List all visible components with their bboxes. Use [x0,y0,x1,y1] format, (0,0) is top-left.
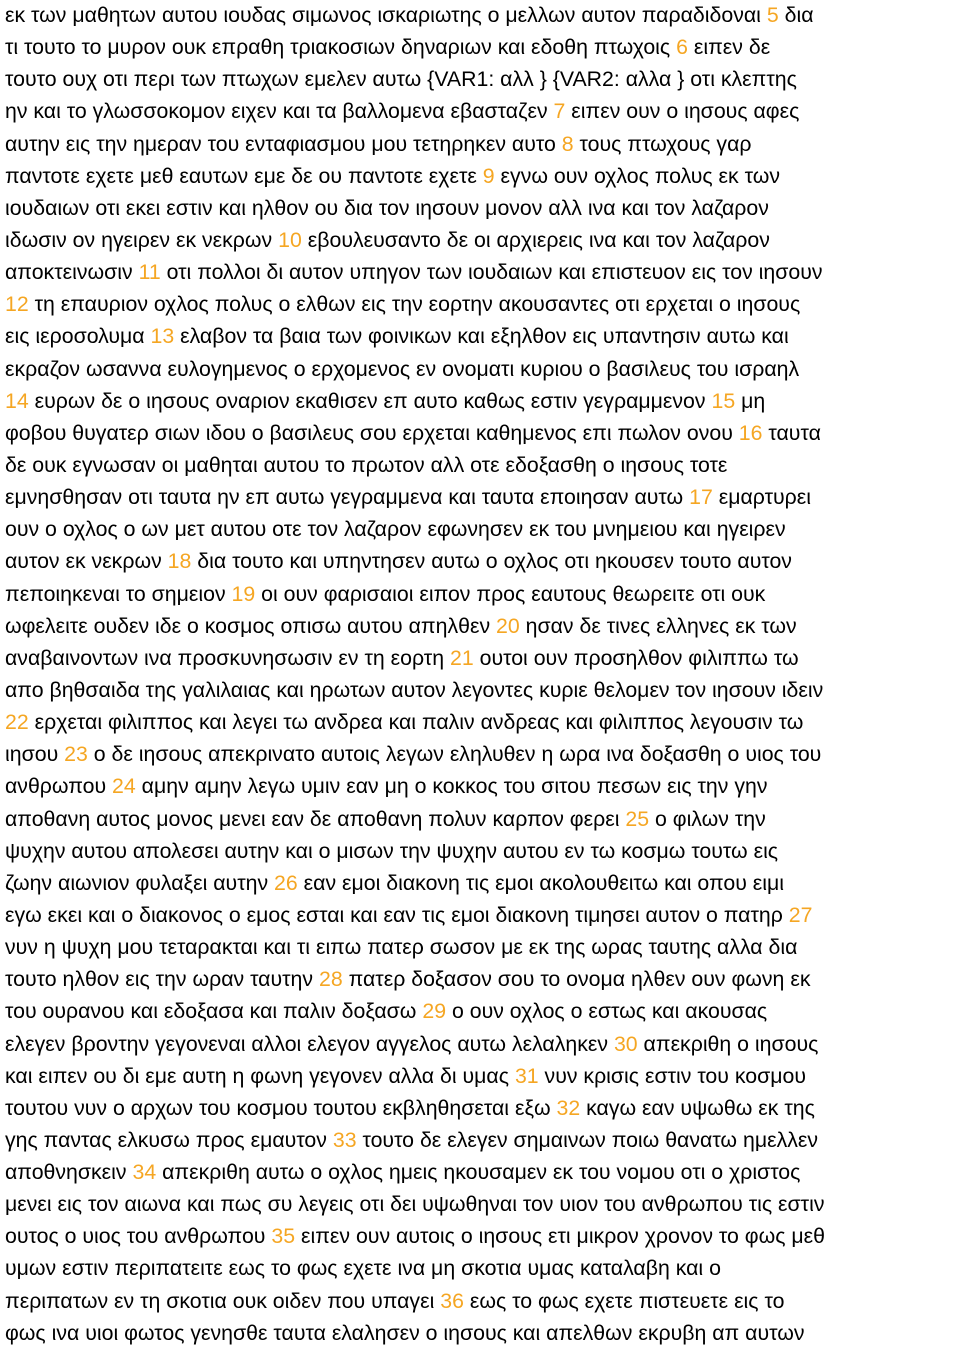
verse-text: εβουλευσαντο δε οι αρχιερεις ινα και τον λαζαρον [301,227,770,252]
verse-number: 20 [496,613,520,638]
verse-number: 31 [514,1063,539,1088]
verse-number: 16 [738,420,763,445]
verse-text: καγω εαν υψωθω εκ της [580,1095,815,1120]
verse-text: φως ινα υιοι φωτος γενησθε ταυτα ελαλησεν ο ιησους και απελθων εκρυβη απ αυτων [5,1320,805,1345]
verse-text: περιπατων εν τη σκοτια ουκ οιδεν που υπαγει [5,1288,441,1313]
verse-text: απο βηθσαιδα της γαλιλαιας και ηρωτων αυτον λεγοντες κυριε θελομεν τον ιησουν ιδειν [5,677,824,702]
verse-text: οτι πολλοι δι αυτον υπηγον των ιουδαιων και επιστευον εις τον ιησουν [160,260,823,285]
verse-text: αυτην εις την ημεραν του ενταφιασμου μου τετηρηκεν αυτο [5,131,562,156]
verse-text: ουν ο οχλος ο ων μετ αυτου οτε τον λαζαρον εφωνησεν εκ του μνημειου και ηγειρεν [5,517,786,542]
verse-text: τουτο ουχ οτι περι των πτωχων εμελεν αυτω {VAR1: αλλ } {VAR2: αλλα } οτι κλεπτης [5,67,797,92]
text-line [5,320,960,352]
verse-number: 14 [5,388,29,413]
text-line [5,835,960,867]
verse-text: νυν η ψυχη μου τεταρακται και τι ειπω πατερ σωσον με εκ της ωρας ταυτης αλλα δια [5,935,798,960]
verse-text: ζωην αιωνιον φυλαξει αυτην [5,870,275,895]
verse-text: τουτου νυν ο αρχων του κοσμου τουτου εκβληθησεται εξω [5,1095,557,1120]
verse-text: εμαρτυρει [712,485,812,510]
verse-text: και ειπεν ου δι εμε αυτη η φωνη γεγονεν αλλα δι υμας [5,1063,515,1088]
verse-text: εμνησθησαν οτι ταυτα ην επ αυτω γεγραμμενα και ταυτα εποιησαν αυτω [5,485,690,510]
verse-text: εως το φως εχετε πιστευετε εις το [463,1288,785,1313]
text-line [5,803,960,835]
verse-number: 19 [231,581,256,606]
verse-text: φοβου θυγατερ σιων ιδου ο βασιλευς σου ερχεται καθημενος επι πωλον ονου [5,420,739,445]
verse-number: 22 [5,710,29,735]
verse-text: αποθνησκειν [5,1160,133,1185]
verse-text: δια [778,3,814,27]
verse-text: ψυχην αυτου απολεσει αυτην και ο μισων την ψυχην αυτου εν τω κοσμω τουτω εις [5,838,779,863]
verse-text: εαν εμοι διακονη τις εμοι ακολουθειτω και οπου ειμι [297,870,785,895]
verse-text: εκραζον ωσαννα ευλογημενος ο ερχομενος εν ονοματι κυριου ο βασιλευς του ισραηλ [5,356,800,381]
verse-number: 7 [553,99,566,124]
text-line [5,0,960,31]
text-line [5,610,960,642]
verse-text: τη επαυριον οχλος πολυς ο ελθων εις την εορτην ακουσαντες οτι ερχεται ο ιησους [28,292,801,317]
verse-text: αμην αμην λεγω υμιν εαν μη ο κοκκος του σιτου πεσων εις την γην [135,774,768,799]
verse-text: του ουρανου και εδοξασα και παλιν δοξασω [5,999,423,1024]
verse-text: ειπεν ουν ο ιησους αφες [565,99,800,124]
verse-text: απεκριθη αυτω ο οχλος ημεις ηκουσαμεν εκ του νομου οτι ο χριστος [156,1160,801,1185]
verse-text: τουτο δε ελεγεν σημαινων ποιω θανατω ημελλεν [356,1127,819,1152]
text-line [5,738,960,770]
verse-text: ην και το γλωσσοκομον ειχεν και τα βαλλομενα εβασταζεν [5,99,554,124]
verse-text: πεποιηκεναι το σημειον [5,581,232,606]
verse-text: ουτος ο υιος του ανθρωπου [5,1224,272,1249]
verse-text: ησαν δε τινες ελληνες εκ των [519,613,797,638]
verse-number: 10 [278,227,302,252]
text-line [5,867,960,899]
verse-number: 35 [271,1224,296,1249]
verse-text: εγνω ουν οχλος πολυς εκ των [494,163,780,188]
verse-number: 23 [64,742,88,767]
verse-text: ευρων δε ο ιησους οναριον εκαθισεν επ αυτο καθως εστιν γεγραμμενον [28,388,712,413]
verse-number: 25 [625,806,650,831]
verse-number: 17 [689,485,713,510]
verse-text: εκ των μαθητων αυτου ιουδας σιμωνος ισκαριωτης ο μελλων αυτον παραδιδοναι [5,3,767,27]
verse-number: 26 [274,870,298,895]
text-line [5,192,960,224]
text-line [5,95,960,127]
verse-number: 29 [422,999,447,1024]
text-line [5,706,960,738]
verse-number: 24 [112,774,136,799]
verse-text: παντοτε εχετε μεθ εαυτων εμε δε ου παντοτε εχετε [5,163,483,188]
text-line [5,1124,960,1156]
verse-text: ιησου [5,742,65,767]
text-line [5,1188,960,1220]
verse-text: ουτοι ουν προσηλθον φιλιππω τω [473,645,799,670]
verse-number: 36 [440,1288,464,1313]
verse-text: ιδωσιν ον ηγειρεν εκ νεκρων [5,227,279,252]
verse-text: πατερ δοξασον σου το ονομα ηλθεν ουν φωνη εκ [342,967,811,992]
verse-number: 11 [138,260,161,285]
text-line [5,160,960,192]
verse-text: δια τουτο και υπηντησεν αυτω ο οχλος οτι ηκουσεν τουτο αυτον [191,549,792,574]
verse-number: 28 [318,967,343,992]
verse-text: απεκριθη ο ιησους [637,1031,819,1056]
text-line [5,1028,960,1060]
verse-text: αποθανη αυτος μονος μενει εαν δε αποθανη πολυν καρπον φερει [5,806,626,831]
verse-text: τους πτωχους γαρ [573,131,752,156]
verse-text: ελεγεν βροντην γεγονεναι αλλοι ελεγον αγγελος αυτω λελαληκεν [5,1031,614,1056]
verse-text: γης παντας ελκυσω προς εμαυτον [5,1127,333,1152]
verse-number: 27 [788,902,813,927]
text-line [5,31,960,63]
text-line [5,963,960,995]
verse-text: ιουδαιων οτι εκει εστιν και ηλθον ου δια τον ιησουν μονον αλλ ινα και τον λαζαρον [5,195,769,220]
text-line [5,1060,960,1092]
text-line [5,449,960,481]
text-line [5,899,960,931]
verse-number: 5 [766,3,779,27]
text-line [5,288,960,320]
verse-number: 13 [150,324,175,349]
verse-text: ειπεν δε [687,35,771,60]
text-line [5,63,960,95]
verse-number: 15 [711,388,736,413]
verse-number: 32 [556,1095,581,1120]
verse-text: ο δε ιησους απεκρινατο αυτοις λεγων εληλυθεν η ωρα ινα δοξασθη ο υιος του [87,742,822,767]
verse-text: μη [735,388,766,413]
verse-text: ερχεται φιλιππος και λεγει τω ανδρεα και παλιν ανδρεας και φιλιππος λεγουσιν τω [28,710,804,735]
verse-text: ελαβον τα βαια των φοινικων και εξηλθον εις υπαντησιν αυτω και [174,324,789,349]
text-line [5,256,960,288]
verse-text: υμων εστιν περιπατειτε εως το φως εχετε ινα μη σκοτια υμας καταλαβη και ο [5,1256,721,1281]
verse-text: ο φιλων την [649,806,766,831]
verse-number: 30 [613,1031,638,1056]
text-line [5,481,960,513]
text-line [5,674,960,706]
verse-number: 21 [449,645,474,670]
verse-text: ο ουν οχλος ο εστως και ακουσας [446,999,768,1024]
scripture-text [5,0,960,1349]
text-line [5,995,960,1027]
text-line [5,513,960,545]
text-line [5,578,960,610]
verse-text: τουτο ηλθον εις την ωραν ταυτην [5,967,319,992]
verse-number: 34 [132,1160,157,1185]
text-line [5,545,960,577]
text-line [5,128,960,160]
verse-text: ειπεν ουν αυτοις ο ιησους ετι μικρον χρονον το φως μεθ [295,1224,826,1249]
verse-text: εγω εκει και ο διακονος ο εμος εσται και εαν τις εμοι διακονη τιμησει αυτον ο πατηρ [5,902,789,927]
text-line [5,642,960,674]
verse-number: 12 [5,292,29,317]
verse-text: αναβαινοντων ινα προσκυνησωσιν εν τη εορτη [5,645,450,670]
verse-number: 6 [676,35,688,60]
text-line [5,1252,960,1284]
text-line [5,1092,960,1124]
verse-text: μενει εις τον αιωνα και πως συ λεγεις οτι δει υψωθηναι τον υιον του ανθρωπου τις εστιν [5,1192,825,1217]
verse-text: οι ουν φαρισαιοι ειπον προς εαυτους θεωρειτε οτι ουκ [255,581,766,606]
text-line [5,1317,960,1349]
text-line [5,931,960,963]
verse-text: ταυτα [762,420,821,445]
verse-number: 9 [482,163,495,188]
verse-text: ωφελειτε ουδεν ιδε ο κοσμος οπισω αυτου απηλθεν [5,613,497,638]
verse-text: ανθρωπου [5,774,113,799]
verse-text: αυτον εκ νεκρων [5,549,168,574]
text-line [5,385,960,417]
text-line [5,1285,960,1317]
verse-number: 18 [167,549,192,574]
text-line [5,224,960,256]
text-line [5,1220,960,1252]
text-line [5,770,960,802]
verse-number: 33 [332,1127,357,1152]
verse-text: δε ουκ εγνωσαν οι μαθηται αυτου το πρωτον αλλ οτε εδοξασθη ο ιησους τοτε [5,452,728,477]
verse-number: 8 [561,131,574,156]
text-line [5,1156,960,1188]
text-line [5,353,960,385]
verse-text: νυν κρισις εστιν του κοσμου [538,1063,806,1088]
verse-text: αποκτεινωσιν [5,260,139,285]
verse-text: τι τουτο το μυρον ουκ επραθη τριακοσιων δηναριων και εδοθη πτωχοις [5,35,677,60]
text-line [5,417,960,449]
verse-text: εις ιεροσολυμα [5,324,151,349]
